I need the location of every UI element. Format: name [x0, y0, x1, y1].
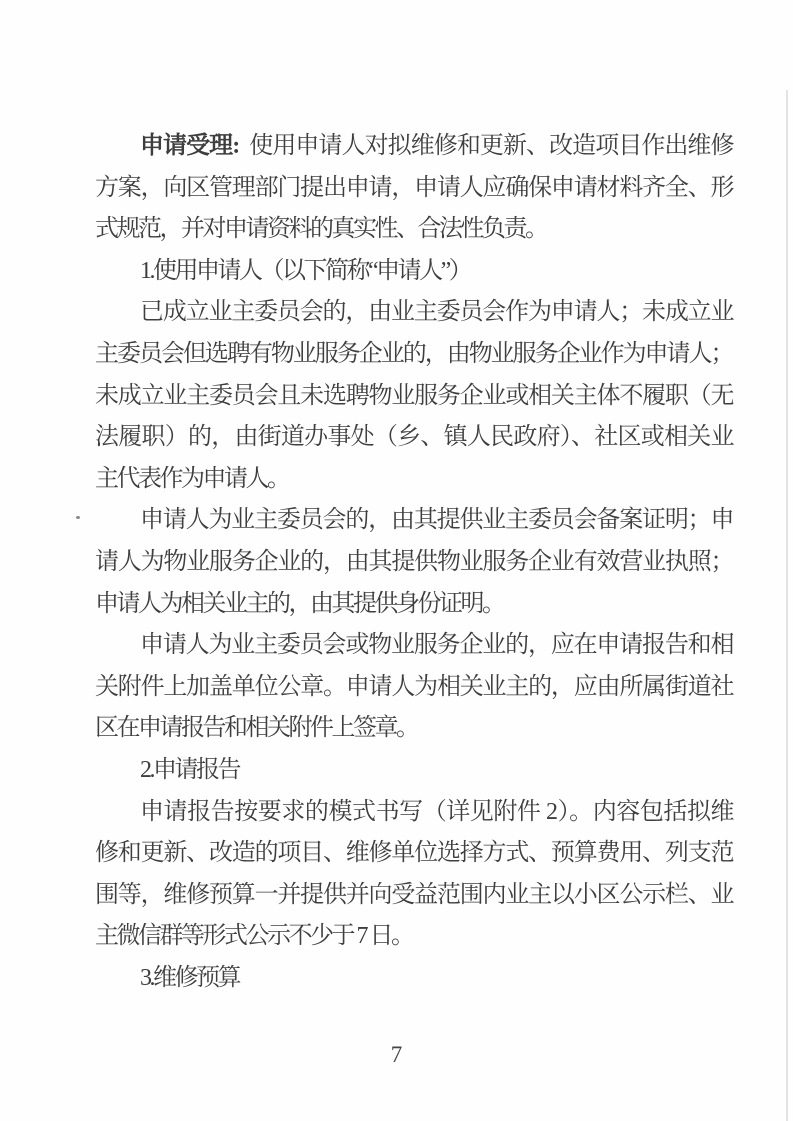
text-line: 已成立业主委员会的，由业主委员会作为申请人；未成立业	[140, 299, 732, 326]
text-line: 式规范，并对申请资料的真实性、合法性负责。	[95, 216, 547, 243]
text-line: 主微信群等形式公示不少于 7 日。	[95, 923, 413, 950]
text-line: 主委员会但选聘有物业服务企业的，由物业服务企业作为申请人；	[95, 340, 732, 367]
page-footer	[0, 1040, 793, 1070]
page-number: 7	[390, 1042, 403, 1067]
text-line: 2.申请报告	[140, 756, 239, 783]
text-line: 关附件上加盖单位公章。申请人为相关业主的，应由所属街道社	[95, 673, 732, 700]
document-body	[95, 126, 732, 999]
paragraph-item2-heading	[95, 750, 732, 792]
paragraph-seal-requirements	[95, 625, 732, 750]
paragraph-application-report	[95, 792, 732, 958]
text-line: 申请人为业主委员会或物业服务企业的，应在申请报告和相	[140, 632, 732, 659]
scan-speck-artifact	[76, 516, 80, 519]
text-line: 围等，维修预算一并提供并向受益范围内业主以小区公示栏、业	[95, 881, 732, 908]
line-text: 使用申请人对拟维修和更新、改造项目作出维修	[247, 133, 732, 159]
text-line: 请人为物业服务企业的，由其提供物业服务企业有效营业执照；	[95, 548, 732, 575]
text-line: 区在申请报告和相关附件上签章。	[95, 715, 418, 742]
text-line: 1.使用申请人（以下简称“申请人”）	[140, 257, 471, 284]
text-line	[95, 126, 732, 168]
text-line: 方案，向区管理部门提出申请，申请人应确保申请材料齐全、形	[95, 174, 732, 201]
paragraph-applicant-credentials	[95, 500, 732, 625]
inline-heading: 申请受理:	[140, 133, 238, 159]
text-line: 申请报告按要求的模式书写（详见附件 2）。内容包括拟维	[140, 798, 732, 825]
text-line: 申请人为业主委员会的，由其提供业主委员会备案证明；申	[140, 507, 732, 534]
text-line: 申请人为相关业主的，由其提供身份证明。	[95, 590, 504, 617]
paragraph-item1-heading	[95, 251, 732, 293]
text-line: 法履职）的，由街道办事处（乡、镇人民政府）、社区或相关业	[95, 424, 732, 451]
text-line: 主代表作为申请人。	[95, 465, 289, 492]
scan-edge-artifact	[786, 90, 788, 1121]
text-line: 未成立业主委员会且未选聘物业服务企业或相关主体不履职（无	[95, 382, 732, 409]
text-line: 修和更新、改造的项目、维修单位选择方式、预算费用、列支范	[95, 840, 732, 867]
paragraph-item3-heading	[95, 958, 732, 1000]
paragraph-application-acceptance	[95, 126, 732, 251]
paragraph-applicant-definition	[95, 292, 732, 500]
text-line: 3.维修预算	[140, 964, 239, 991]
